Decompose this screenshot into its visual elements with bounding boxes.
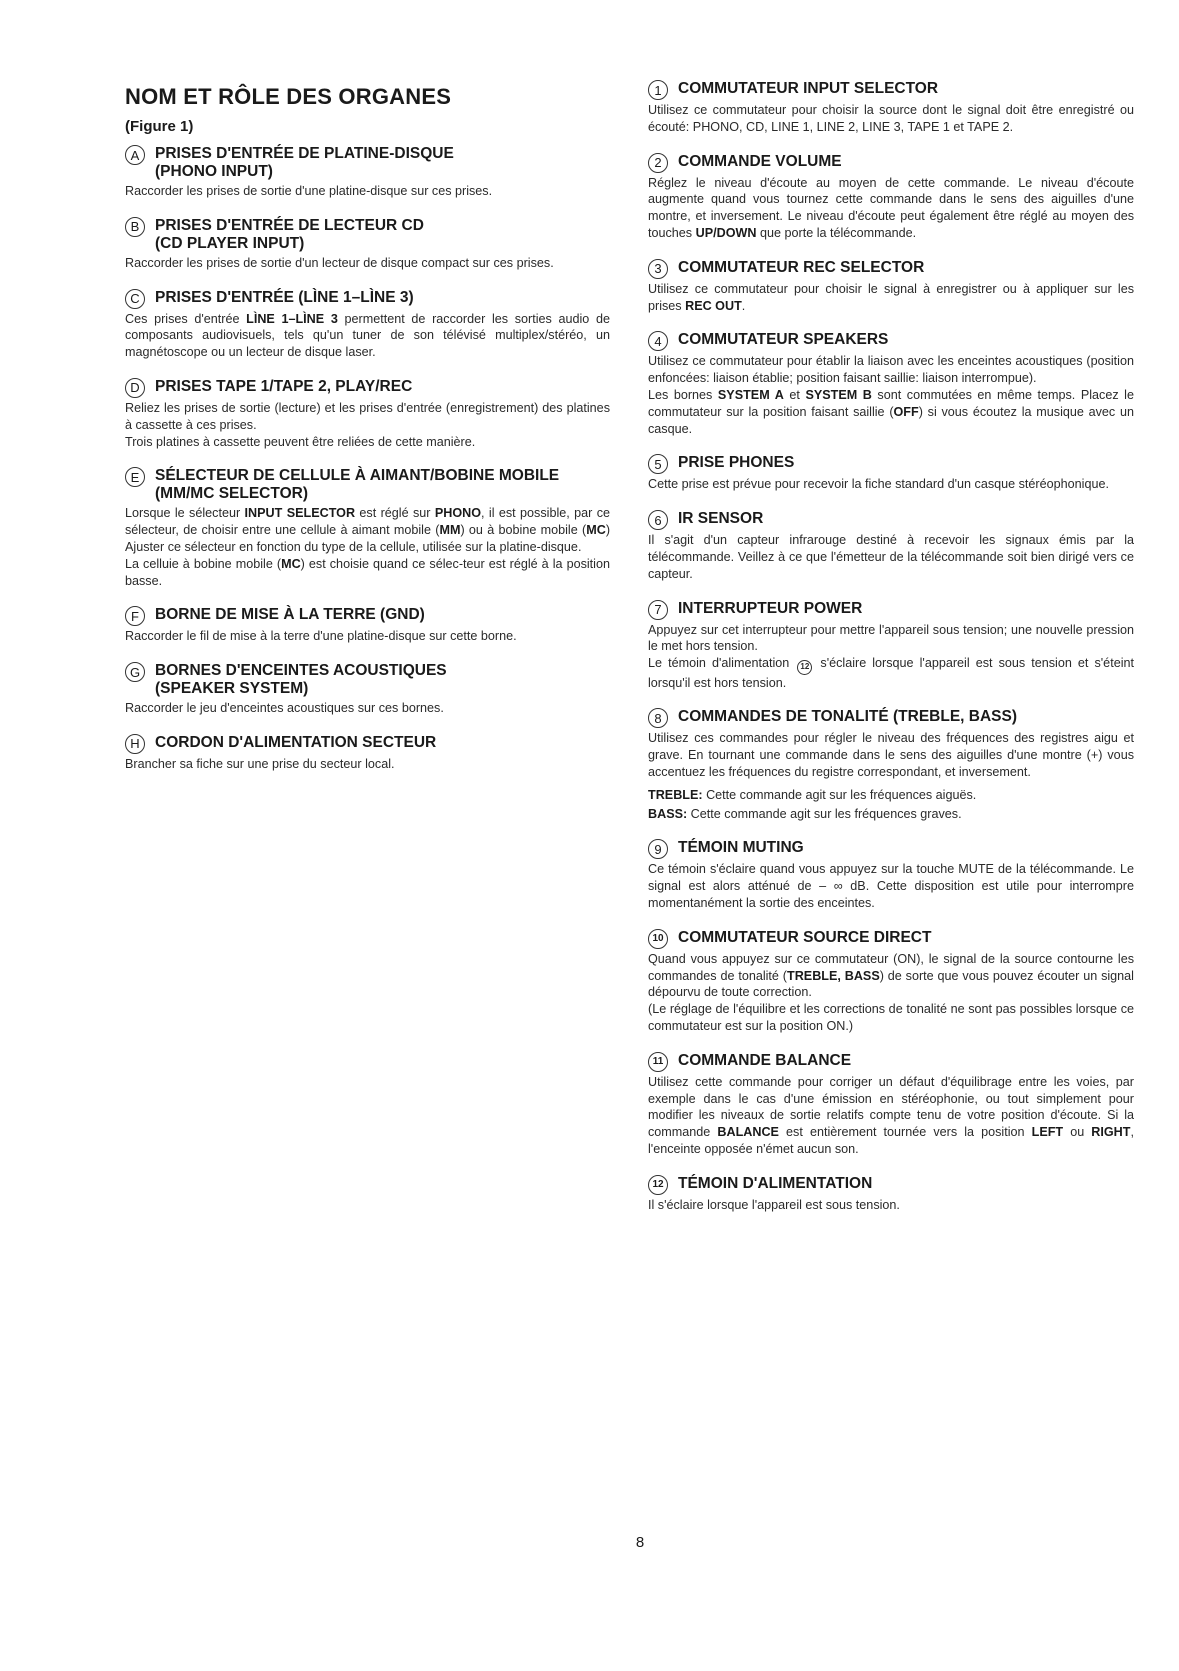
- marker-h-icon: H: [125, 734, 145, 754]
- section-3-text: Utilisez ce commutateur pour choisir le signal à enregistrer ou à appliquer sur les prises REC OUT.: [648, 281, 1134, 313]
- section-3: [648, 259, 1134, 315]
- section-4-text: Utilisez ce commutateur pour établir la liaison avec les enceintes acoustiques (position enfoncées: liaison établie; position faisant saillie: liaison interrompue). Les bornes SYSTEM A et SYSTEM B sont commutées en même temps. Placez le commutateur sur la position faisant saillie (OFF) si vous écoutez la musique avec un casque.: [648, 354, 1134, 436]
- figure-label: (Figure 1): [125, 118, 194, 135]
- section-h: [125, 734, 610, 773]
- section-11-text: Utilisez cette commande pour corriger un défaut d'équilibrage entre les voies, par exemple dans le cas d'une émission en stéréophonie, ou tout simplement pour modifier les niveaux de sortie relatifs compte tenu de votre position d'écoute. Si la commande BALANCE est entièrement tournée vers la position LEFT ou RIGHT, l'enceinte opposée n'émet aucun son.: [648, 1074, 1134, 1156]
- section-5-title: PRISE PHONES: [678, 454, 795, 472]
- section-g-text: Raccorder le jeu d'enceintes acoustiques sur ces bornes.: [125, 701, 444, 716]
- section-e-title: SÉLECTEUR DE CELLULE À AIMANT/BOBINE MOBILE (MM/MC SELECTOR): [155, 467, 560, 503]
- section-11-title: COMMANDE BALANCE: [678, 1051, 852, 1069]
- marker-c-icon: C: [125, 289, 145, 309]
- marker-12-icon: 12: [648, 1175, 668, 1195]
- section-c-text: Ces prises d'entrée LÌNE 1–LÌNE 3 permettent de raccorder les sorties audio de composants audiovisuels, tels qu'un tuner de son télévisé multiplex/stéréo, un magnétoscope ou un lecteur de disque laser.: [125, 311, 610, 360]
- section-c-title: PRISES D'ENTRÉE (LÌNE 1–LÌNE 3): [155, 288, 414, 306]
- section-5: [648, 454, 1134, 493]
- section-8-title: COMMANDES DE TONALITÉ (TREBLE, BASS): [678, 708, 1017, 726]
- section-8-treble: TREBLE: Cette commande agit sur les fréquences aiguës.: [648, 787, 977, 802]
- section-b: [125, 217, 610, 272]
- marker-11-icon: 11: [648, 1052, 668, 1072]
- section-h-text: Brancher sa fiche sur une prise du secteur local.: [125, 756, 395, 771]
- marker-3-icon: 3: [648, 259, 668, 279]
- section-b-text: Raccorder les prises de sortie d'un lecteur de disque compact sur ces prises.: [125, 255, 554, 270]
- marker-5-icon: 5: [648, 454, 668, 474]
- marker-9-icon: 9: [648, 839, 668, 859]
- section-8-bass: BASS: Cette commande agit sur les fréquences graves.: [648, 806, 962, 821]
- section-10: [648, 929, 1134, 1035]
- section-d: [125, 378, 610, 450]
- section-9-title: TÉMOIN MUTING: [678, 839, 804, 857]
- marker-f-icon: F: [125, 606, 145, 626]
- section-6: [648, 510, 1134, 582]
- section-7-text: Appuyez sur cet interrupteur pour mettre l'appareil sous tension; une nouvelle pression le met hors tension. Le témoin d'alimentation 12 s'éclaire lorsque l'appareil est sous tension et s'éteint lorsqu'il est hors tension.: [648, 622, 1134, 690]
- section-c: [125, 289, 610, 361]
- section-6-text: Il s'agit d'un capteur infrarouge destiné à recevoir les signaux émis par la télécommande. Veillez à ce que l'émetteur de la télécommande soit bien dirigé vers ce capteur.: [648, 533, 1134, 581]
- section-f-title: BORNE DE MISE À LA TERRE (GND): [155, 606, 425, 624]
- section-12: [648, 1175, 1134, 1214]
- section-d-title: PRISES TAPE 1/TAPE 2, PLAY/REC: [155, 377, 413, 395]
- section-1: [648, 80, 1134, 136]
- section-11: [648, 1052, 1134, 1158]
- section-10-title: COMMUTATEUR SOURCE DIRECT: [678, 928, 932, 946]
- section-f-text: Raccorder le fil de mise à la terre d'une platine-disque sur cette borne.: [125, 629, 517, 644]
- marker-7-icon: 7: [648, 600, 668, 620]
- marker-10-icon: 10: [648, 929, 668, 949]
- section-5-text: Cette prise est prévue pour recevoir la fiche standard d'un casque stéréophonique.: [648, 477, 1109, 492]
- section-6-title: IR SENSOR: [678, 510, 764, 528]
- marker-1-icon: 1: [648, 80, 668, 100]
- right-column: [648, 80, 1134, 1231]
- marker-g-icon: G: [125, 662, 145, 682]
- section-a: [125, 145, 610, 200]
- section-d-text: Reliez les prises de sortie (lecture) et les prises d'entrée (enregistrement) des platines à cassette à ces prises. Trois platines à cassette peuvent être reliées de cette manière.: [125, 400, 610, 449]
- power-indicator-ref-icon: 12: [797, 660, 812, 675]
- page-title: NOM ET RÔLE DES ORGANES: [125, 84, 452, 109]
- section-12-title: TÉMOIN D'ALIMENTATION: [678, 1174, 873, 1192]
- section-7-title: INTERRUPTEUR POWER: [678, 599, 863, 617]
- section-2-text: Réglez le niveau d'écoute au moyen de cette commande. Le niveau d'écoute augmente quand vous tournez cette commande dans le sens des aiguilles d'une montre, et inversement. Le niveau d'écoute peut également être réglé au moyen des touches UP/DOWN que porte la télécommande.: [648, 175, 1134, 240]
- marker-a-icon: A: [125, 145, 145, 165]
- section-g-title: BORNES D'ENCEINTES ACOUSTIQUES (SPEAKER SYSTEM): [155, 662, 447, 698]
- section-9-text: Ce témoin s'éclaire quand vous appuyez sur la touche MUTE de la télécommande. Le signal est alors atténué de – ∞ dB. Cette disposition est utile pour interrompre momentanément la sortie des enceintes.: [648, 862, 1134, 911]
- marker-d-icon: D: [125, 378, 145, 398]
- section-12-text: Il s'éclaire lorsque l'appareil est sous tension.: [648, 1197, 900, 1212]
- section-8-text: Utilisez ces commandes pour régler le niveau des fréquences des registres aigu et grave. En tournant une commande dans le sens des aiguilles d'une montre (+) vous accentuez les fréquences du registre correspondant, et inversement.: [648, 731, 1134, 780]
- marker-b-icon: B: [125, 217, 145, 237]
- section-3-title: COMMUTATEUR REC SELECTOR: [678, 258, 925, 276]
- section-h-title: CORDON D'ALIMENTATION SECTEUR: [155, 733, 437, 751]
- marker-6-icon: 6: [648, 510, 668, 530]
- marker-4-icon: 4: [648, 331, 668, 351]
- section-7: [648, 600, 1134, 692]
- section-e-text: Lorsque le sélecteur INPUT SELECTOR est réglé sur PHONO, il est possible, par ce sélecteur, de choisir entre une cellule à aimant mobile (MM) ou à bobine mobile (MC) Ajuster ce sélecteur en fonction du type de la cellule, utilisée sur la platine-disque. La celluie à bobine mobile (MC) est choisie quand ce sélec-teur est réglé à la position basse.: [125, 506, 611, 588]
- marker-2-icon: 2: [648, 153, 668, 173]
- section-1-title: COMMUTATEUR INPUT SELECTOR: [678, 80, 939, 97]
- section-e: [125, 467, 610, 589]
- section-b-title: PRISES D'ENTRÉE DE LECTEUR CD (CD PLAYER INPUT): [155, 216, 424, 252]
- section-f: [125, 606, 610, 645]
- page-number: 8: [635, 1534, 645, 1551]
- marker-e-icon: E: [125, 467, 145, 487]
- section-8: [648, 708, 1134, 822]
- section-a-text: Raccorder les prises de sortie d'une platine-disque sur ces prises.: [125, 184, 493, 198]
- section-2-title: COMMANDE VOLUME: [678, 152, 842, 170]
- section-10-text: Quand vous appuyez sur ce commutateur (ON), le signal de la source contourne les commandes de tonalité (TREBLE, BASS) de sorte que vous pouvez écouter un signal dépourvu de toute correction. (Le réglage de l'équilibre et les corrections de tonalité ne sont pas possibles lorsque ce commutateur est sur la position ON.): [648, 951, 1134, 1033]
- section-2: [648, 153, 1134, 242]
- section-4-title: COMMUTATEUR SPEAKERS: [678, 331, 889, 349]
- marker-8-icon: 8: [648, 708, 668, 728]
- section-g: [125, 662, 610, 717]
- section-a-title: PRISES D'ENTRÉE DE PLATINE-DISQUE (PHONO INPUT): [155, 145, 454, 180]
- section-4: [648, 331, 1134, 437]
- section-1-text: Utilisez ce commutateur pour choisir la source dont le signal doit être enregistré ou écouté: PHONO, CD, LINE 1, LINE 2, LINE 3, TAPE 1 et TAPE 2.: [648, 103, 1134, 134]
- section-9: [648, 839, 1134, 911]
- left-column: [125, 80, 610, 790]
